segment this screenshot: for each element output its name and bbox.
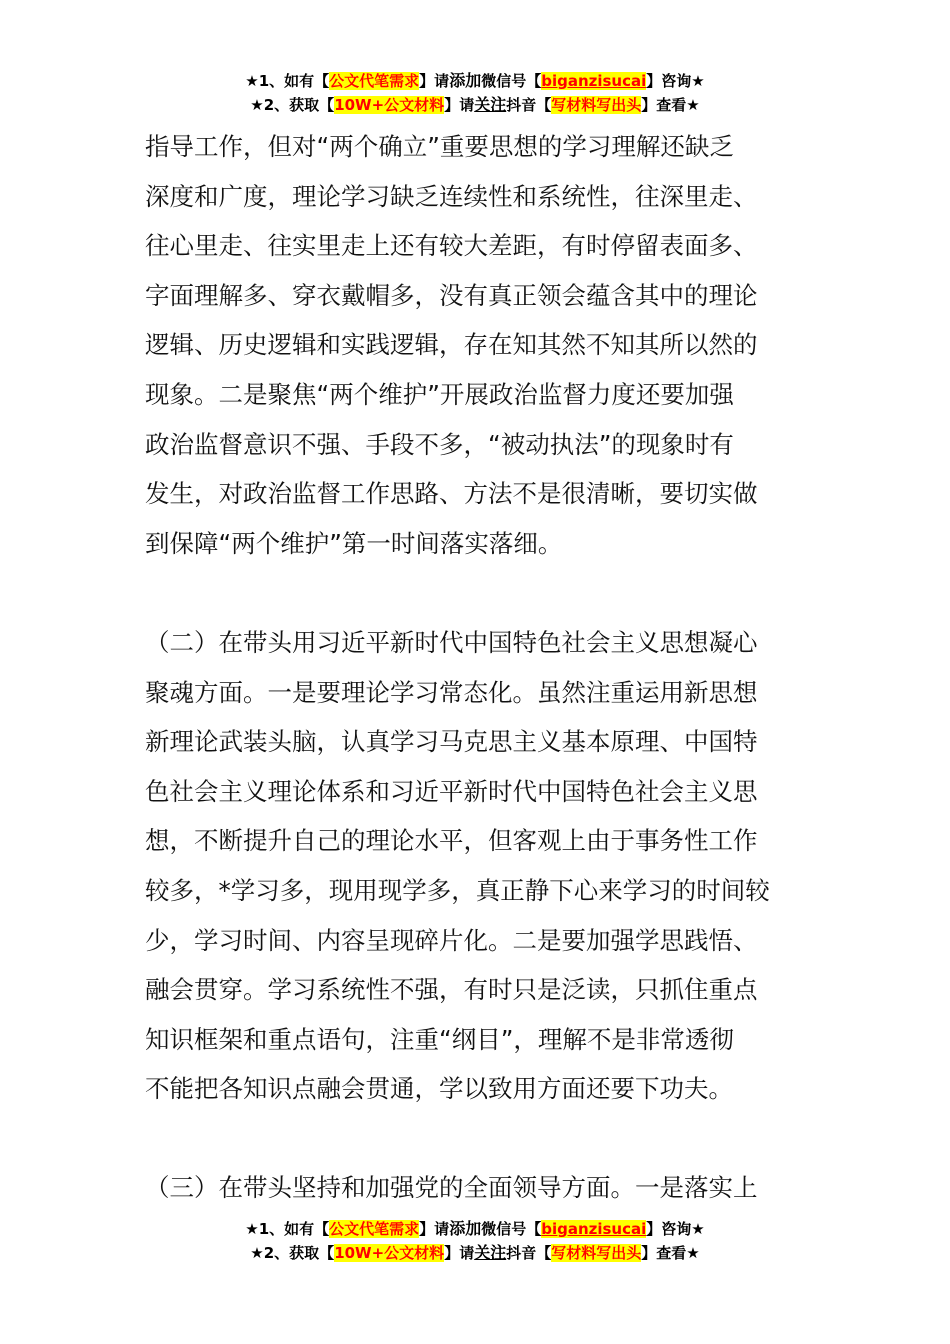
body-line: 往心里走、往实里走上还有较大差距，有时停留表面多、 (145, 231, 758, 261)
service-highlight: 公文代笔需求 (329, 72, 420, 90)
body-line: 想，不断提升自己的理论水平，但客观上由于事务性工作 (145, 826, 758, 856)
banner-emphasis: 添加 (449, 71, 482, 90)
banner-text: 抖音【 (506, 1244, 552, 1262)
banner-text: 】请 (444, 1244, 475, 1262)
banner-text: ★2、获取【 (250, 1244, 335, 1262)
body-line: 不能把各知识点融会贯通，学以致用方面还要下功夫。 (145, 1074, 733, 1104)
douyin-highlight: 写材料写出头 (551, 1244, 642, 1262)
banner-line-1 (0, 1217, 950, 1241)
paragraph-gap (145, 568, 809, 618)
wechat-id-highlight: biganzisucai (541, 72, 647, 90)
body-line: 到保障“两个维护”第一时间落实落细。 (145, 528, 563, 558)
banner-text: 】查看★ (641, 96, 700, 114)
body-line: 新理论武装头脑，认真学习马克思主义基本原理、中国特 (145, 727, 758, 757)
body-line: 较多，*学习多，现用现学多，真正静下心来学习的时间较 (145, 875, 770, 905)
douyin-highlight: 写材料写出头 (551, 96, 642, 114)
body-line: 聚魂方面。一是要理论学习常态化。虽然注重运用新思想 (145, 677, 758, 707)
banner-emphasis: 添加 (449, 1219, 482, 1238)
materials-highlight: 10W+公文材料 (334, 96, 445, 114)
body-line: 融会贯穿。学习系统性不强，有时只是泛读，只抓住重点 (145, 975, 758, 1005)
body-line: 发生，对政治监督工作思路、方法不是很清晰，要切实做 (145, 479, 758, 509)
banner-text: 】请 (419, 1220, 450, 1238)
footer-banner (0, 1217, 950, 1265)
service-highlight: 公文代笔需求 (329, 1220, 420, 1238)
banner-text: 】咨询★ (646, 72, 705, 90)
section-heading-line: （二）在带头用习近平新时代中国特色社会主义思想凝心 (145, 627, 758, 657)
banner-emphasis: 关注 (474, 1243, 507, 1262)
banner-text: ★1、如有【 (245, 1220, 330, 1238)
banner-line-2 (0, 1241, 950, 1265)
document-body (145, 122, 809, 1213)
banner-text: 】请 (444, 96, 475, 114)
banner-text: ★2、获取【 (250, 96, 335, 114)
body-line: 现象。二是聚焦“两个维护”开展政治监督力度还要加强 (145, 379, 734, 409)
body-line: 政治监督意识不强、手段不多，“被动执法”的现象时有 (145, 429, 734, 459)
banner-emphasis: 关注 (474, 95, 507, 114)
body-line: 知识框架和重点语句，注重“纲目”，理解不是非常透彻 (145, 1024, 734, 1054)
body-line: 逻辑、历史逻辑和实践逻辑，存在知其然不知其所以然的 (145, 330, 758, 360)
banner-text: 抖音【 (506, 96, 552, 114)
body-line: 深度和广度，理论学习缺乏连续性和系统性，往深里走、 (145, 181, 758, 211)
paragraph-gap (145, 1114, 809, 1164)
banner-line-1 (0, 69, 950, 93)
body-line: 指导工作，但对“两个确立”重要思想的学习理解还缺乏 (145, 132, 734, 161)
banner-text: 微信号【 (481, 72, 542, 90)
banner-line-2 (0, 93, 950, 117)
body-line: 色社会主义理论体系和习近平新时代中国特色社会主义思 (145, 776, 758, 806)
banner-text: 】请 (419, 72, 450, 90)
banner-text: 】咨询★ (646, 1220, 705, 1238)
section-heading-line: （三）在带头坚持和加强党的全面领导方面。一是落实上 (145, 1173, 758, 1203)
wechat-id-highlight: biganzisucai (541, 1220, 647, 1238)
materials-highlight: 10W+公文材料 (334, 1244, 445, 1262)
body-line: 字面理解多、穿衣戴帽多，没有真正领会蕴含其中的理论 (145, 280, 758, 310)
body-line: 少，学习时间、内容呈现碎片化。二是要加强学思践悟、 (145, 925, 758, 955)
banner-text: ★1、如有【 (245, 72, 330, 90)
banner-text: 】查看★ (641, 1244, 700, 1262)
banner-text: 微信号【 (481, 1220, 542, 1238)
header-banner (0, 69, 950, 117)
